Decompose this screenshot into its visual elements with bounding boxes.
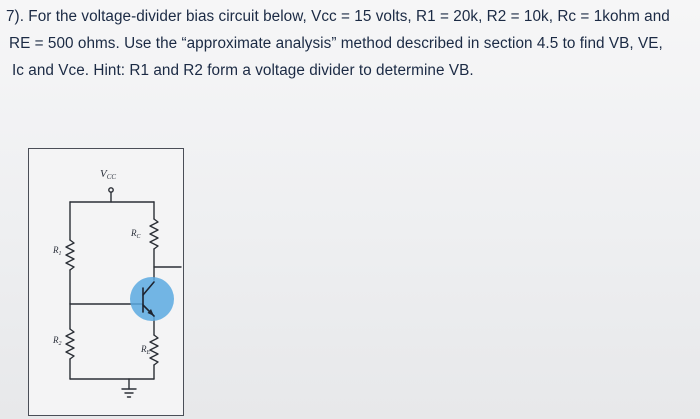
circuit-schematic: [29, 149, 183, 415]
re-resistor: [150, 335, 158, 365]
r2-label: $R_2$: [53, 335, 62, 347]
rc-resistor: [150, 219, 158, 249]
r1-resistor: [66, 240, 74, 270]
r1-label: $R_1$: [53, 245, 62, 257]
question-text: [6, 3, 696, 84]
rc-label: $R_C$: [131, 228, 141, 240]
transistor: [130, 277, 174, 321]
circuit-diagram: [28, 148, 184, 416]
question-line-3: Ic and Vce. Hint: R1 and R2 form a voltage divider to determine VB.: [12, 62, 474, 79]
r2-resistor: [66, 329, 74, 359]
re-label: $R_E$: [141, 344, 151, 356]
question-line-2: RE = 500 ohms. Use the “approximate analysis” method described in section 4.5 to find VB, VE,: [9, 35, 663, 52]
vcc-label: VCC: [100, 168, 117, 181]
question-line-1: 7). For the voltage-divider bias circuit below, Vcc = 15 volts, R1 = 20k, R2 = 10k, Rc = 1kohm and: [6, 8, 670, 25]
